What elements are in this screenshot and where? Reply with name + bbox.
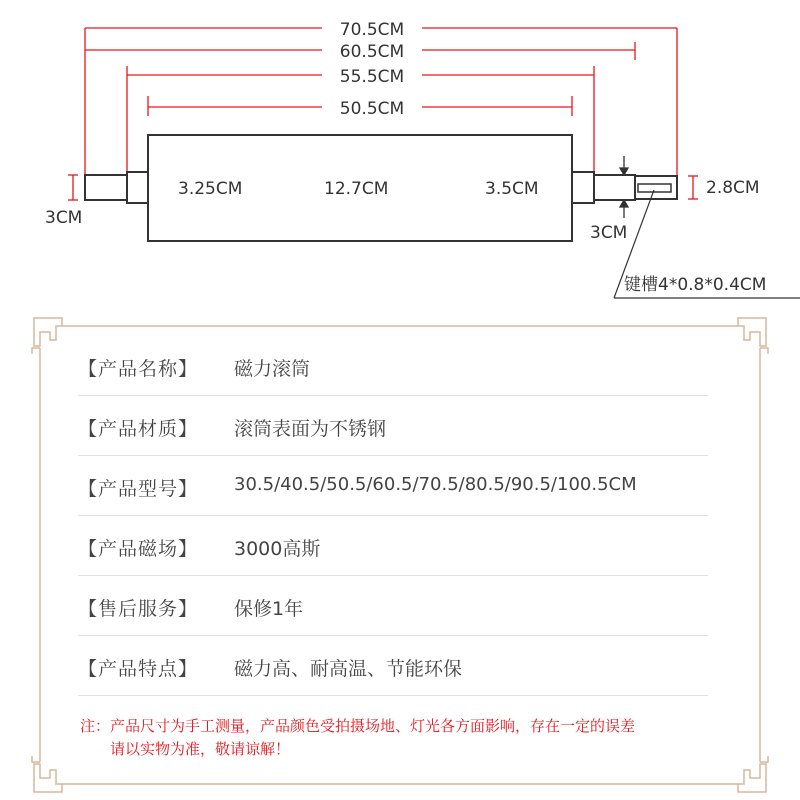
divider: [78, 635, 708, 636]
dim-total-60-5: 60.5CM: [339, 42, 405, 62]
divider: [78, 515, 708, 516]
dim-left-shaft-dia: 3CM: [45, 208, 83, 228]
left-collar: [127, 172, 148, 203]
dim-right-collar-dia: 3.5CM: [485, 179, 539, 199]
divider: [78, 395, 708, 396]
spec-label: 【产品特点】: [78, 658, 199, 680]
spec-label: 【产品型号】: [78, 478, 199, 500]
dim-total-55-5: 55.5CM: [339, 67, 405, 87]
dim-body-50-5: 50.5CM: [339, 99, 405, 119]
spec-row-field: [78, 530, 718, 566]
spec-row-name: [78, 350, 718, 386]
spec-label: 【产品名称】: [78, 358, 199, 380]
spec-label: 【售后服务】: [78, 598, 199, 620]
spec-row-model: [78, 470, 718, 506]
dim-total-70-5: 70.5CM: [339, 20, 405, 40]
dim-body-dia: 12.7CM: [324, 179, 389, 199]
divider: [78, 455, 708, 456]
dim-right-end-dia: 2.8CM: [706, 178, 760, 198]
divider: [78, 575, 708, 576]
dim-left-collar-dia: 3.25CM: [178, 179, 243, 199]
right-collar: [572, 172, 594, 203]
roller-dimension-diagram: [0, 0, 800, 300]
dim-keyway: 键槽4*0.8*0.4CM: [624, 275, 767, 295]
spec-label: 【产品磁场】: [78, 538, 199, 560]
disclaimer-note-line1: 注：产品尺寸为手工测量，产品颜色受拍摄场地、灯光各方面影响，存在一定的误差: [80, 717, 636, 735]
divider: [78, 695, 708, 696]
dim-right-shaft-dia: 3CM: [590, 223, 628, 243]
spec-row-material: [78, 410, 718, 446]
spec-value: 保修1年: [234, 598, 304, 620]
disclaimer-note-line2: 请以实物为准，敬请谅解！: [110, 740, 291, 758]
right-shaft: [594, 175, 635, 200]
spec-row-service: [78, 590, 718, 626]
spec-row-features: [78, 650, 718, 686]
spec-value: 3000高斯: [234, 538, 321, 560]
spec-value: 30.5/40.5/50.5/60.5/70.5/80.5/90.5/100.5CM: [234, 474, 637, 495]
spec-value: 磁力滚筒: [234, 358, 311, 380]
spec-label: 【产品材质】: [78, 418, 199, 440]
spec-value: 滚筒表面为不锈钢: [234, 418, 387, 440]
left-shaft: [85, 175, 127, 200]
spec-value: 磁力高、耐高温、节能环保: [234, 658, 463, 680]
spec-panel: [0, 310, 800, 800]
keyway-slot: [638, 184, 671, 192]
